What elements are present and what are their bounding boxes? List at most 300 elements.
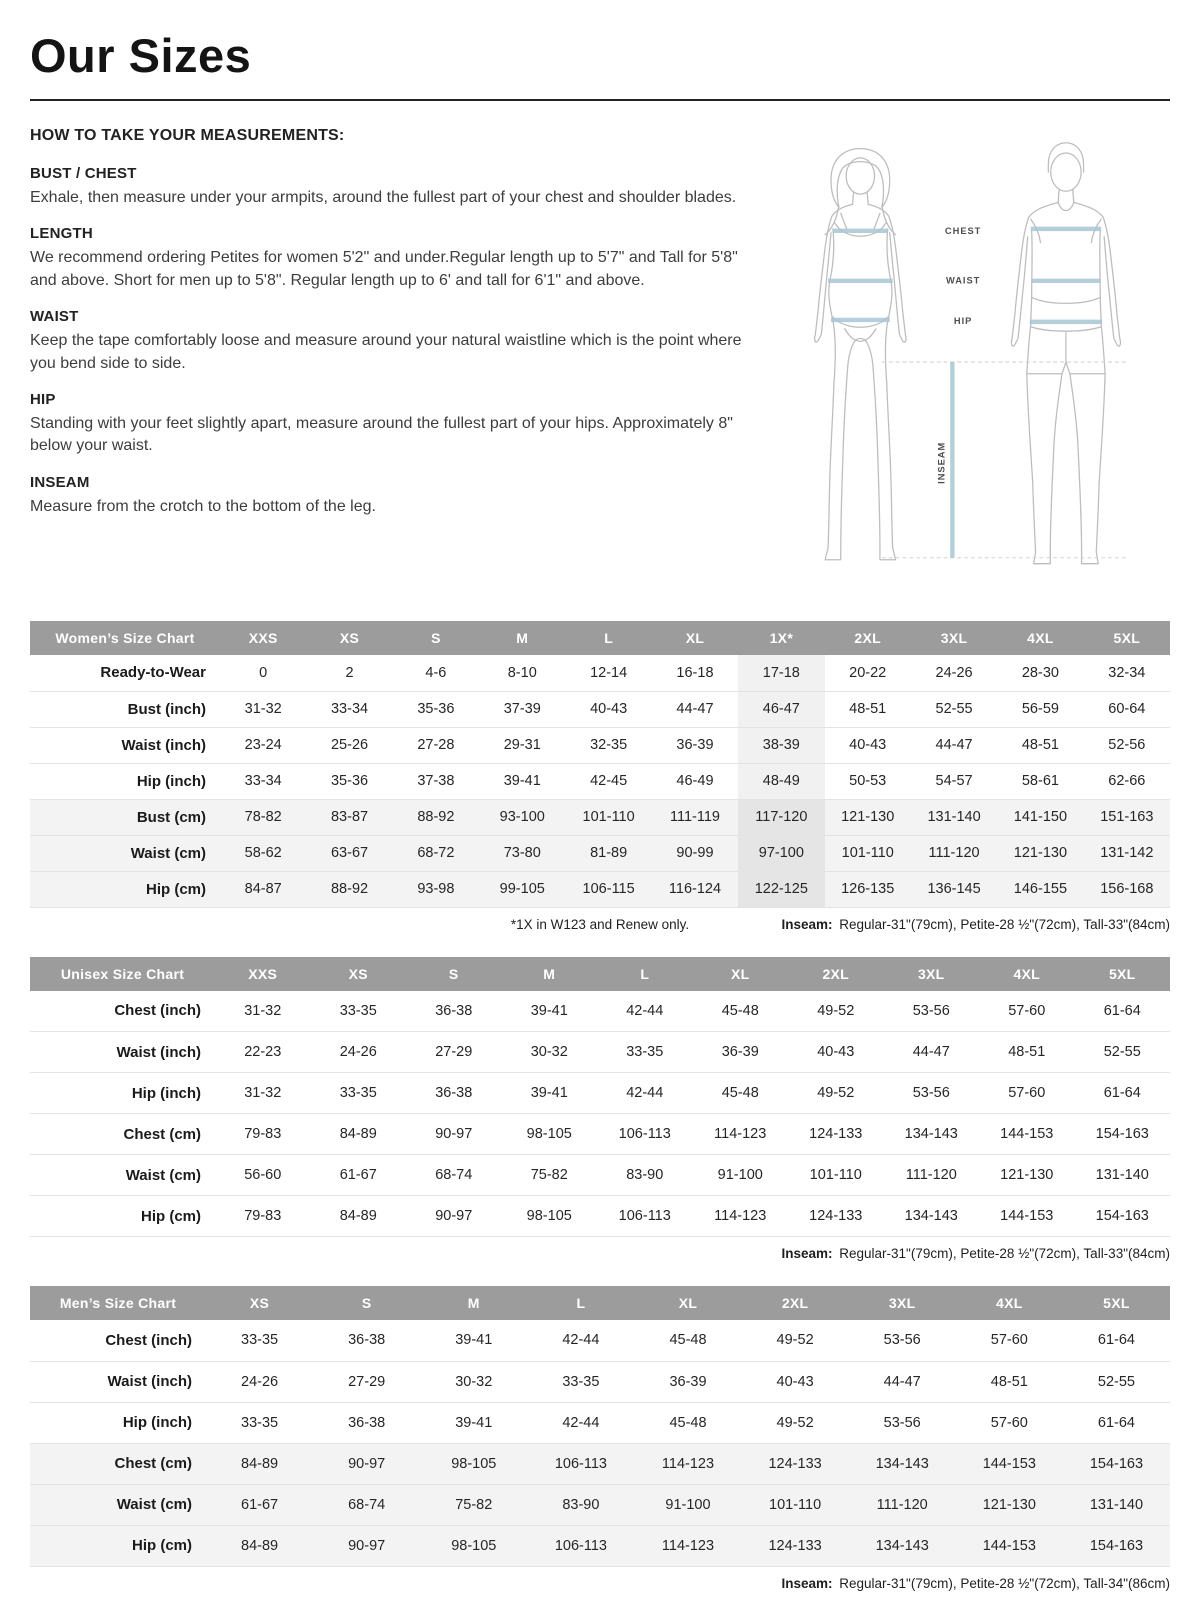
row-label: Hip (inch) (136, 772, 206, 790)
size-cell: 111-119 (669, 809, 720, 825)
size-cell: 36-39 (721, 1044, 759, 1060)
size-cell: 68-72 (417, 845, 455, 861)
table-row (30, 871, 1170, 907)
size-cell: 49-52 (817, 1002, 855, 1019)
size-cell: 44-47 (883, 1373, 921, 1390)
size-cell: 23-24 (244, 737, 282, 753)
size-cell: 106-113 (618, 1126, 671, 1142)
column-header: L (527, 1286, 634, 1320)
table-footnotes (30, 917, 1170, 935)
size-cell: 53-56 (883, 1332, 921, 1349)
section-body: Standing with your feet slightly apart, measure around the fullest part of your hips. Approximately 8" below your waist. (30, 414, 733, 455)
size-cell: 61-67 (241, 1496, 279, 1513)
size-cell: 61-67 (339, 1167, 377, 1183)
size-cell: 36-39 (669, 1373, 707, 1390)
row-label: Hip (cm) (141, 1207, 201, 1225)
size-cell: 98-105 (451, 1455, 497, 1472)
size-cell: 61-64 (1103, 1002, 1141, 1019)
column-header: XXS (220, 621, 306, 655)
row-label: Waist (cm) (116, 1496, 192, 1513)
size-cell: 45-48 (721, 1002, 759, 1019)
size-cell: 48-51 (849, 701, 887, 717)
size-cell: 42-44 (626, 1002, 664, 1019)
size-cell: 124-133 (768, 1455, 822, 1472)
size-cell: 36-38 (435, 1002, 473, 1019)
size-cell: 83-90 (626, 1167, 664, 1183)
size-cell: 75-82 (530, 1167, 568, 1183)
footnote: Inseam: Regular-31"(79cm), Petite-28 ½"(72cm), Tall-34"(86cm) (781, 1575, 1170, 1591)
inseam-label: INSEAM (936, 441, 947, 484)
row-label: Bust (inch) (127, 700, 206, 718)
size-cell: 134-143 (904, 1126, 958, 1142)
size-cell: 31-32 (244, 1002, 282, 1019)
size-cell: 42-44 (626, 1085, 664, 1101)
size-cell: 29-31 (503, 737, 541, 753)
size-cell: 117-120 (738, 799, 824, 835)
size-cell: 98-105 (451, 1537, 497, 1554)
size-cell: 99-105 (499, 881, 545, 897)
size-cell: 36-38 (348, 1414, 386, 1431)
hip-label: HIP (953, 315, 973, 326)
size-cell: 90-97 (435, 1208, 473, 1224)
size-cell: 35-36 (417, 701, 455, 717)
size-cell: 27-29 (348, 1373, 386, 1390)
unisex-size-chart-block (30, 957, 1170, 1265)
size-cell: 154-163 (1095, 1208, 1149, 1224)
size-cell: 36-38 (348, 1332, 386, 1349)
size-cell: 42-44 (562, 1414, 600, 1431)
size-cell: 154-163 (1095, 1126, 1149, 1142)
size-cell: 39-41 (530, 1002, 568, 1019)
size-cell: 75-82 (455, 1496, 493, 1513)
size-cell: 111-120 (928, 845, 980, 861)
top-section (30, 125, 1170, 599)
table-row (30, 1032, 1170, 1073)
table-footnotes (30, 1246, 1170, 1264)
figure-outlines-icon (815, 143, 1121, 564)
size-cell: 44-47 (935, 737, 973, 753)
instruction-section (30, 225, 752, 292)
size-cell: 30-32 (455, 1373, 493, 1390)
column-header: 4XL (997, 621, 1083, 655)
size-cell: 31-32 (244, 1085, 282, 1101)
table-row (30, 655, 1170, 691)
size-cell: 114-123 (714, 1208, 767, 1224)
mens-size-chart-block (30, 1286, 1170, 1594)
size-cell: 106-115 (582, 881, 635, 897)
size-cell: 12-14 (590, 664, 628, 681)
table-row (30, 1525, 1170, 1566)
mens-size-chart (30, 1286, 1170, 1567)
size-cell: 124-133 (809, 1126, 863, 1142)
womens-size-chart-block (30, 621, 1170, 935)
row-label: Chest (inch) (105, 1331, 192, 1349)
section-title: INSEAM (30, 473, 90, 491)
size-cell: 114-123 (661, 1455, 715, 1472)
size-cell: 48-51 (990, 1373, 1028, 1390)
table-row (30, 763, 1170, 799)
size-cell: 32-34 (1108, 664, 1146, 681)
section-body: Exhale, then measure under your armpits, around the fullest part of your chest and shoulder blades. (30, 189, 737, 206)
size-cell: 97-100 (738, 835, 824, 871)
table-title: Men’s Size Chart (30, 1286, 206, 1320)
footnote: Inseam: Regular-31"(79cm), Petite-28 ½"(72cm), Tall-33"(84cm) (781, 916, 1170, 932)
size-cell: 88-92 (330, 881, 369, 897)
waist-label: WAIST (945, 275, 981, 286)
column-header: 3XL (911, 621, 997, 655)
size-cell: 44-47 (912, 1044, 950, 1060)
size-cell: 84-89 (241, 1537, 279, 1554)
size-cell: 25-26 (330, 737, 369, 753)
table-row (30, 1073, 1170, 1114)
size-cell: 30-32 (530, 1044, 568, 1060)
size-cell: 78-82 (244, 809, 282, 825)
size-cell: 106-113 (554, 1537, 607, 1554)
column-header: XL (652, 621, 738, 655)
section-body: We recommend ordering Petites for women 5'2" and under.Regular length up to 5'7" and Tall for 5'8" and above. Short for men up to 5'8". Regular length up to 6' and tall for 6'1" and above. (30, 249, 738, 289)
size-cell: 56-60 (244, 1167, 282, 1183)
size-cell: 52-56 (1108, 737, 1146, 753)
size-cell: 121-130 (1013, 845, 1068, 861)
womens-size-chart (30, 621, 1170, 908)
table-row (30, 1155, 1170, 1196)
size-cell: 37-39 (503, 701, 541, 717)
size-cell: 151-163 (1100, 809, 1154, 825)
size-cell: 98-105 (526, 1126, 572, 1142)
column-header: 3XL (884, 957, 980, 991)
row-label: Hip (cm) (132, 1537, 192, 1554)
row-label: Waist (inch) (107, 1373, 192, 1390)
column-header: M (420, 1286, 527, 1320)
body-measurement-figure (784, 127, 1156, 599)
size-cell: 24-26 (241, 1373, 279, 1390)
size-cell: 27-28 (417, 737, 455, 753)
size-cell: 52-55 (1097, 1373, 1135, 1390)
column-header: 5XL (1075, 957, 1171, 991)
size-cell: 131-140 (1095, 1167, 1149, 1183)
size-cell: 84-89 (339, 1208, 377, 1224)
size-cell: 131-140 (1089, 1496, 1144, 1513)
inseam-guide-lines-icon (882, 362, 1127, 558)
instruction-section (30, 165, 752, 209)
size-cell: 33-35 (626, 1044, 664, 1060)
page-title: Our Sizes (30, 29, 252, 82)
size-cell: 50-53 (849, 773, 887, 789)
row-label: Hip (cm) (146, 880, 206, 898)
size-cell: 39-41 (455, 1332, 493, 1349)
size-cell: 61-64 (1097, 1414, 1135, 1431)
column-header: XL (634, 1286, 741, 1320)
size-cell: 79-83 (244, 1126, 282, 1142)
chest-label: CHEST (944, 225, 982, 236)
size-cell: 124-133 (768, 1537, 822, 1554)
size-cell: 93-100 (499, 809, 545, 825)
size-cell: 36-39 (676, 737, 714, 753)
size-cell: 48-51 (1008, 1044, 1046, 1060)
size-cell: 45-48 (669, 1332, 707, 1349)
size-cell: 35-36 (330, 773, 369, 789)
size-cell: 121-130 (1000, 1167, 1054, 1183)
size-cell: 49-52 (776, 1414, 814, 1431)
size-cell: 57-60 (990, 1414, 1028, 1431)
size-cell: 45-48 (669, 1414, 707, 1431)
table-row (30, 799, 1170, 835)
title-divider (30, 99, 1170, 101)
size-cell: 57-60 (990, 1332, 1028, 1349)
row-label: Waist (inch) (121, 736, 206, 754)
size-cell: 56-59 (1021, 701, 1059, 717)
section-body: Keep the tape comfortably loose and measure around your natural waistline which is the point where you bend side to side. (30, 332, 742, 372)
unisex-size-chart (30, 957, 1170, 1238)
size-cell: 111-120 (905, 1167, 957, 1183)
column-header: 2XL (742, 1286, 849, 1320)
instruction-section (30, 391, 752, 458)
size-cell: 45-48 (721, 1085, 759, 1101)
table-row (30, 691, 1170, 727)
size-cell: 121-130 (841, 809, 895, 825)
size-cell: 154-163 (1089, 1455, 1144, 1472)
size-cell: 116-124 (668, 881, 722, 897)
section-body: Measure from the crotch to the bottom of the leg. (30, 497, 376, 515)
size-cell: 126-135 (841, 881, 895, 897)
size-cell: 40-43 (849, 737, 887, 753)
size-cell: 98-105 (526, 1208, 572, 1224)
size-cell: 101-110 (582, 809, 635, 825)
column-header: XS (306, 621, 392, 655)
size-cell: 90-99 (676, 845, 714, 861)
instructions-heading: HOW TO TAKE YOUR MEASUREMENTS: (30, 127, 345, 144)
size-cell: 20-22 (849, 664, 887, 681)
size-cell: 61-64 (1097, 1332, 1135, 1349)
table-row (30, 991, 1170, 1032)
size-cell: 88-92 (417, 809, 455, 825)
size-cell: 154-163 (1089, 1537, 1144, 1554)
table-title: Women’s Size Chart (30, 621, 220, 655)
table-title: Unisex Size Chart (30, 957, 215, 991)
row-label: Chest (cm) (123, 1125, 201, 1143)
size-cell: 48-51 (1021, 737, 1059, 753)
column-header: M (479, 621, 565, 655)
size-cell: 37-38 (417, 773, 455, 789)
size-cell: 101-110 (841, 845, 894, 861)
size-cell: 90-97 (435, 1126, 473, 1142)
size-cell: 33-35 (339, 1002, 377, 1019)
footnote: Inseam: Regular-31"(79cm), Petite-28 ½"(72cm), Tall-33"(84cm) (781, 1246, 1170, 1261)
size-cell: 68-74 (348, 1496, 386, 1513)
section-title: HIP (30, 390, 56, 408)
size-cell: 33-35 (562, 1373, 600, 1390)
size-cell: 49-52 (817, 1085, 855, 1101)
header-row (30, 621, 1170, 655)
size-cell: 8-10 (507, 664, 537, 681)
size-cell: 39-41 (503, 773, 541, 789)
size-cell: 111-120 (876, 1496, 928, 1513)
column-header: XXS (215, 957, 311, 991)
size-cell: 63-67 (330, 845, 369, 861)
size-cell: 17-18 (738, 655, 824, 691)
size-cell: 42-44 (562, 1332, 600, 1349)
size-cell: 134-143 (904, 1208, 958, 1224)
size-cell: 40-43 (590, 701, 628, 717)
size-cell: 38-39 (738, 727, 824, 763)
size-cell: 131-142 (1100, 845, 1154, 861)
size-cell: 106-113 (618, 1208, 671, 1224)
row-label: Hip (inch) (131, 1084, 201, 1102)
column-header: L (597, 957, 693, 991)
size-cell: 44-47 (676, 701, 714, 717)
size-cell: 24-26 (339, 1044, 377, 1060)
size-cell: 39-41 (530, 1085, 568, 1101)
size-cell: 31-32 (244, 701, 282, 717)
size-cell: 73-80 (503, 845, 541, 861)
size-cell: 48-49 (738, 763, 824, 799)
size-cell: 144-153 (1000, 1208, 1054, 1224)
measurement-diagram (770, 125, 1170, 599)
size-cell: 156-168 (1100, 881, 1154, 897)
size-cell: 83-90 (562, 1496, 600, 1513)
column-header: S (393, 621, 479, 655)
size-cell: 22-23 (244, 1044, 282, 1060)
size-cell: 131-140 (927, 809, 981, 825)
column-header: 4XL (979, 957, 1075, 991)
size-cell: 114-123 (714, 1126, 767, 1142)
table-row (30, 1114, 1170, 1155)
table-row (30, 1361, 1170, 1402)
size-cell: 101-110 (769, 1496, 822, 1513)
size-cell: 39-41 (455, 1414, 493, 1431)
section-title: WAIST (30, 308, 79, 326)
row-label: Chest (inch) (114, 1002, 201, 1020)
size-cell: 134-143 (875, 1455, 929, 1472)
table-row (30, 1320, 1170, 1361)
size-cell: 84-87 (244, 881, 282, 897)
size-cell: 146-155 (1013, 881, 1068, 897)
row-label: Hip (inch) (122, 1414, 192, 1431)
size-cell: 61-64 (1103, 1085, 1141, 1101)
size-cell: 81-89 (590, 845, 628, 861)
size-cell: 90-97 (348, 1455, 386, 1472)
row-label: Waist (cm) (125, 1166, 201, 1184)
column-header: XS (311, 957, 407, 991)
size-cell: 91-100 (665, 1496, 711, 1513)
column-header: XL (693, 957, 789, 991)
size-charts (30, 621, 1170, 1594)
size-cell: 144-153 (1000, 1126, 1054, 1142)
size-cell: 121-130 (982, 1496, 1036, 1513)
size-cell: 134-143 (875, 1537, 929, 1554)
column-header: 2XL (825, 621, 911, 655)
size-cell: 62-66 (1108, 773, 1146, 789)
instruction-section (30, 474, 752, 518)
size-cell: 0 (259, 664, 268, 681)
table-row (30, 1484, 1170, 1525)
column-header: 1X* (738, 621, 824, 655)
size-cell: 40-43 (776, 1373, 814, 1390)
size-cell: 57-60 (1008, 1085, 1046, 1101)
instruction-sections (30, 165, 752, 518)
column-header: 3XL (849, 1286, 956, 1320)
table-row (30, 835, 1170, 871)
table-row (30, 1196, 1170, 1237)
column-header: 5XL (1063, 1286, 1170, 1320)
size-cell: 141-150 (1013, 809, 1068, 825)
size-cell: 32-35 (590, 737, 628, 753)
size-cell: 68-74 (435, 1167, 473, 1183)
table-footnotes (30, 1576, 1170, 1594)
size-cell: 83-87 (330, 809, 369, 825)
row-label: Ready-to-Wear (100, 664, 206, 682)
size-cell: 57-60 (1008, 1002, 1046, 1019)
column-header: S (313, 1286, 420, 1320)
size-cell: 33-34 (244, 773, 282, 789)
column-header: 2XL (788, 957, 884, 991)
size-cell: 27-29 (435, 1044, 473, 1060)
size-cell: 124-133 (809, 1208, 863, 1224)
table-row (30, 1443, 1170, 1484)
size-cell: 106-113 (554, 1455, 607, 1472)
size-cell: 91-100 (717, 1167, 763, 1183)
size-cell: 79-83 (244, 1208, 282, 1224)
instruction-section (30, 308, 752, 375)
header-row (30, 957, 1170, 991)
footnote: *1X in W123 and Renew only. (510, 916, 690, 932)
row-label: Waist (inch) (116, 1043, 201, 1061)
table-row (30, 1402, 1170, 1443)
size-cell: 90-97 (348, 1537, 386, 1554)
row-label: Waist (cm) (130, 844, 206, 862)
size-cell: 33-34 (330, 701, 369, 717)
size-cell: 24-26 (935, 664, 973, 681)
size-cell: 58-61 (1021, 773, 1059, 789)
row-label: Chest (cm) (114, 1455, 192, 1472)
section-title: BUST / CHEST (30, 165, 137, 182)
size-cell: 144-153 (982, 1455, 1036, 1472)
size-cell: 84-89 (339, 1126, 377, 1142)
size-cell: 93-98 (417, 881, 455, 897)
size-cell: 84-89 (241, 1455, 279, 1472)
size-cell: 53-56 (883, 1414, 921, 1431)
size-cell: 58-62 (244, 845, 282, 861)
size-cell: 52-55 (935, 701, 973, 717)
size-cell: 4-6 (425, 664, 447, 681)
size-cell: 46-49 (676, 773, 714, 789)
size-cell: 28-30 (1021, 664, 1059, 681)
size-cell: 2 (345, 664, 354, 681)
column-header: 4XL (956, 1286, 1063, 1320)
size-cell: 136-145 (927, 881, 981, 897)
size-cell: 40-43 (817, 1044, 855, 1060)
column-header: XS (206, 1286, 313, 1320)
column-header: M (502, 957, 598, 991)
size-cell: 16-18 (676, 664, 714, 681)
size-cell: 36-38 (435, 1085, 473, 1101)
size-cell: 49-52 (776, 1332, 814, 1349)
size-cell: 122-125 (738, 871, 824, 907)
size-cell: 114-123 (661, 1537, 715, 1554)
size-cell: 144-153 (982, 1537, 1036, 1554)
diagram-labels (937, 226, 982, 484)
section-title: LENGTH (30, 225, 93, 243)
size-cell: 42-45 (590, 773, 628, 789)
size-cell: 52-55 (1103, 1044, 1141, 1060)
measurement-instructions (30, 125, 770, 599)
size-cell: 53-56 (912, 1002, 950, 1019)
column-header: L (565, 621, 651, 655)
size-cell: 33-35 (339, 1085, 377, 1101)
column-header: 5XL (1084, 621, 1170, 655)
size-cell: 33-35 (241, 1414, 279, 1431)
header-row (30, 1286, 1170, 1320)
